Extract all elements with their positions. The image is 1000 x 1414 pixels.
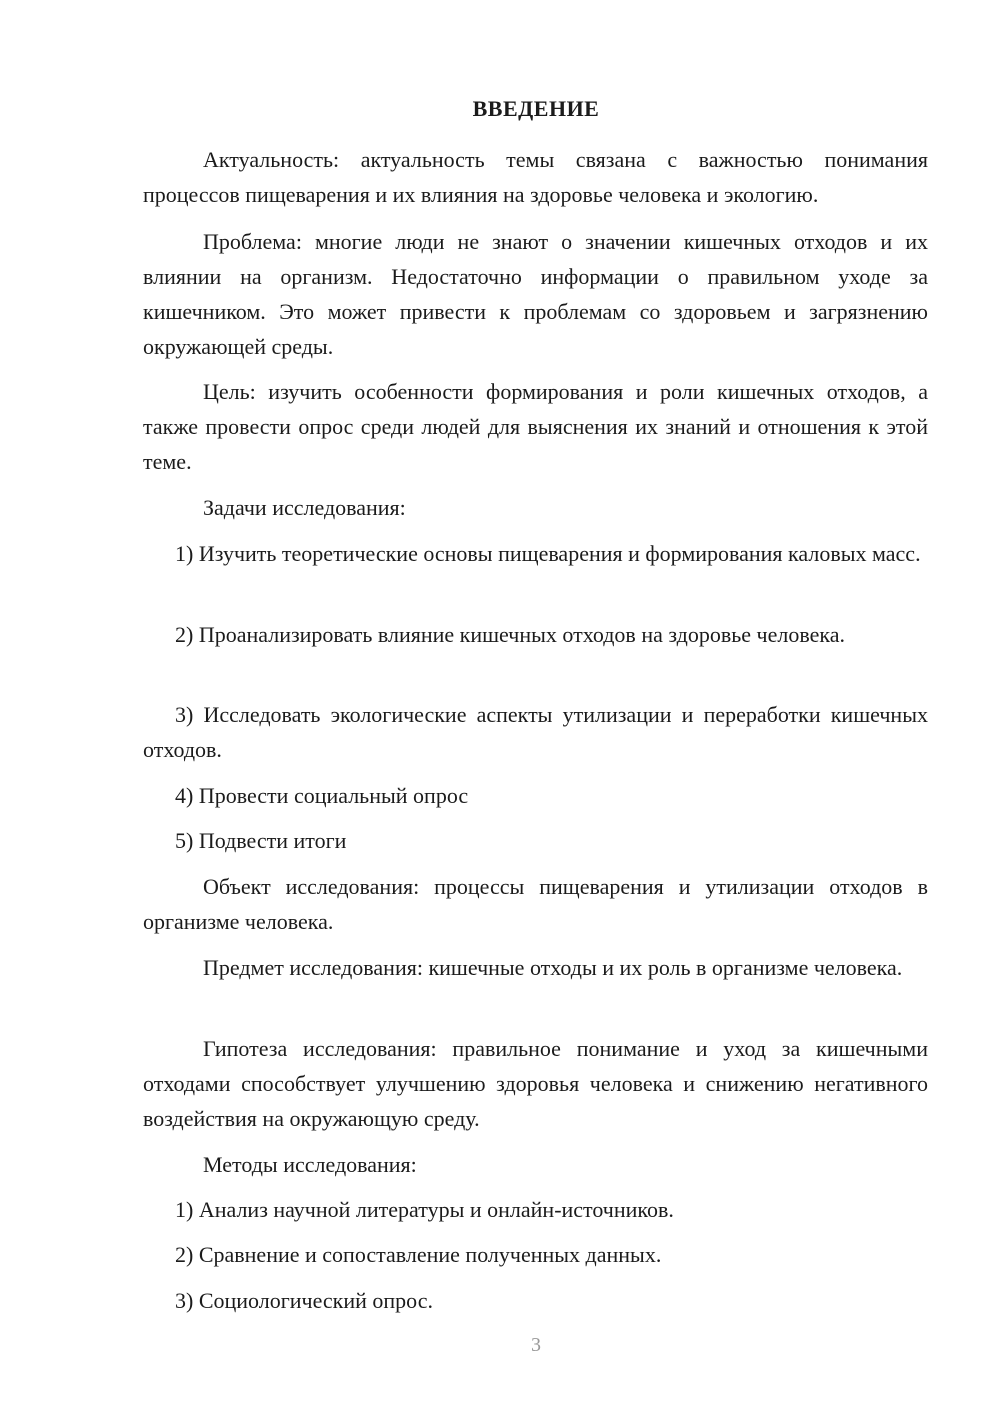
goal-paragraph: Цель: изучить особенности формирования и роли кишечных отходов, а также провести опрос среди людей для выяснения их знаний и отношения к этой теме. (143, 379, 928, 474)
page-number: 3 (531, 1334, 541, 1356)
method-item-2: 2) Сравнение и сопоставление полученных данных. (175, 1242, 662, 1267)
subject-paragraph: Предмет исследования: кишечные отходы и их роль в организме человека. (203, 955, 903, 980)
tasks-heading: Задачи исследования: (203, 495, 406, 520)
object-paragraph: Объект исследования: процессы пищеварения и утилизации отходов в организме человека. (143, 874, 928, 934)
page-title: ВВЕДЕНИЕ (472, 96, 600, 121)
method-item-1: 1) Анализ научной литературы и онлайн-источников. (175, 1197, 674, 1222)
task-item-3: 3) Исследовать экологические аспекты утилизации и переработки кишечных отходов. (143, 702, 928, 762)
hypothesis-paragraph: Гипотеза исследования: правильное понимание и уход за кишечными отходами способствует улучшению здоровья человека и снижению негативного воздействия на окружающую среду. (143, 1036, 928, 1131)
methods-heading: Методы исследования: (203, 1152, 417, 1177)
task-item-4: 4) Провести социальный опрос (175, 783, 469, 808)
problem-paragraph: Проблема: многие люди не знают о значении кишечных отходов и их влиянии на организм. Недостаточно информации о правильном уходе за кишечником. Это может привести к проблемам со здоровьем и загрязнению окружающей среды. (143, 229, 928, 359)
method-item-3: 3) Социологический опрос. (175, 1288, 433, 1313)
task-item-2: 2) Проанализировать влияние кишечных отходов на здоровье человека. (175, 622, 845, 647)
relevance-paragraph: Актуальность: актуальность темы связана с важностью понимания процессов пищеварения и их влияния на здоровье человека и экологию. (143, 147, 928, 207)
task-item-5: 5) Подвести итоги (175, 828, 347, 853)
task-item-1: 1) Изучить теоретические основы пищеварения и формирования каловых масс. (175, 541, 921, 566)
